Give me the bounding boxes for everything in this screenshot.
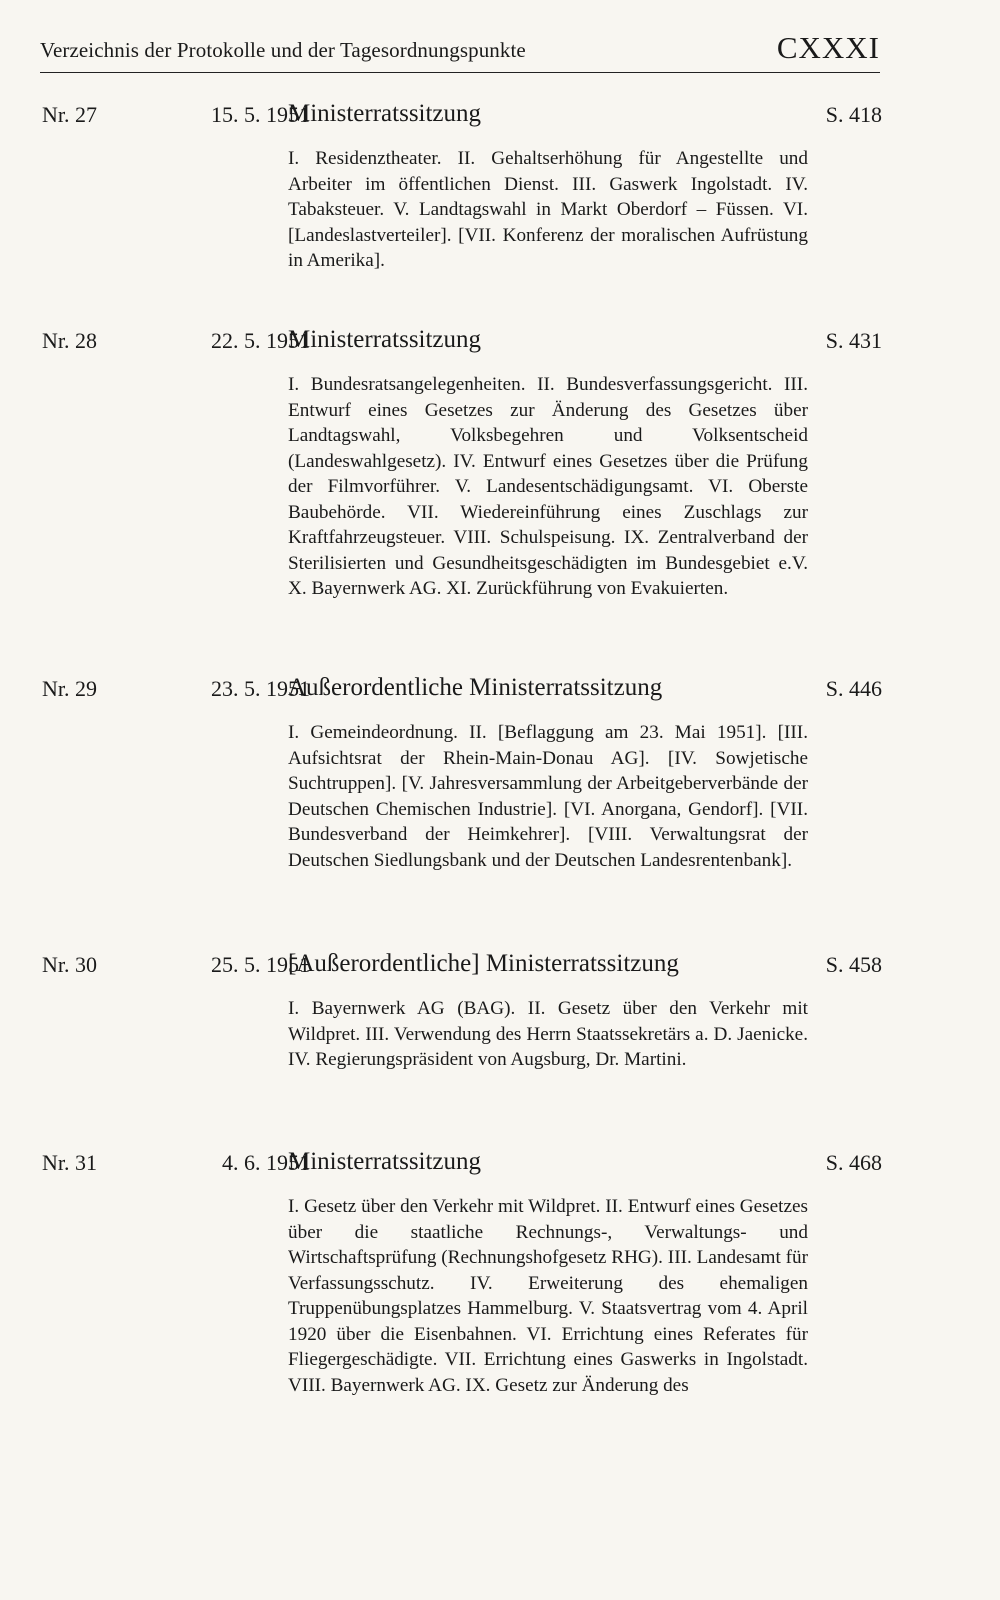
entry-agenda-items: I. Gemeindeordnung. II. [Beflaggung am 23. Mai 1951]. [III. Aufsichtsrat der Rhein-Main-Donau AG]. [IV. Sowjetische Suchtruppen]. [V. Jahresversammlung der Arbeitgeberverbände der Deutschen Chemischen Industrie]. [VI. Anorgana, Gendorf]. [VII. Bundesverband der Heimkehrer]. [VIII. Verwaltungsrat der Deutschen Siedlungsbank und der Deutschen Landesrentenbank].	[288, 722, 808, 871]
entry-heading-row	[42, 950, 882, 984]
protocol-entry	[42, 674, 882, 873]
entry-number: Nr. 30	[42, 952, 97, 977]
entry-number: Nr. 31	[42, 1150, 97, 1175]
entry-date: 23. 5. 1951	[211, 676, 310, 701]
protocol-entry	[42, 950, 882, 1073]
running-header-title: Verzeichnis der Protokolle und der Tagesordnungspunkte	[40, 38, 526, 62]
entry-page-ref: S. 446	[825, 676, 882, 701]
entry-heading-row	[42, 100, 882, 134]
page-number-roman: CXXXI	[776, 30, 880, 65]
entry-date: 22. 5. 1951	[211, 328, 310, 353]
entry-date: 25. 5. 1951	[211, 952, 310, 977]
entry-title: Ministerratssitzung	[288, 326, 482, 353]
entry-page-ref: S. 431	[825, 328, 882, 353]
entry-date: 4. 6. 1951	[222, 1150, 310, 1175]
entry-agenda-items: I. Gesetz über den Verkehr mit Wildpret. II. Entwurf eines Gesetzes über die staatliche Rechnungs-, Verwaltungs- und Wirtschaftsprüfung (Rechnungshofgesetz RHG). III. Landesamt für Verfassungsschutz. IV. Erweiterung des ehemaligen Truppenübungsplatzes Hammelburg. V. Staatsvertrag vom 4. April 1920 über die Eisenbahnen. VI. Errichtung eines Referates für Fliegergeschädigte. VII. Errichtung eines Gaswerks in Ingolstadt. VIII. Bayernwerk AG. IX. Gesetz zur Änderung des	[288, 1196, 808, 1396]
entry-title: Ministerratssitzung	[288, 100, 482, 127]
entry-number: Nr. 29	[42, 676, 97, 701]
protocol-entry	[42, 100, 882, 274]
entry-page-ref: S. 468	[825, 1150, 882, 1175]
entry-agenda-items: I. Bundesratsangelegenheiten. II. Bundesverfassungsgericht. III. Entwurf eines Gesetzes zur Änderung des Gesetzes über Landtagswahl, Volksbegehren und Volksentscheid (Landeswahlgesetz). IV. Entwurf eines Gesetzes über die Prüfung der Filmvorführer. V. Landesentschädigungsamt. VI. Oberste Baubehörde. VII. Wiedereinführung eines Zuschlags zur Kraftfahrzeugsteuer. VIII. Schulspeisung. IX. Zentralverband der Sterilisierten und Gesundheitsgeschädigten im Bundesgebiet e.V. X. Bayernwerk AG. XI. Zurückführung von Evakuierten.	[288, 374, 808, 599]
entry-number: Nr. 27	[42, 102, 97, 127]
entry-title: Außerordentliche Ministerratssitzung	[288, 674, 663, 701]
protocol-entry	[42, 326, 882, 602]
entry-heading-row	[42, 674, 882, 708]
entry-agenda-items: I. Bayernwerk AG (BAG). II. Gesetz über den Verkehr mit Wildpret. III. Verwendung des Herrn Staatssekretärs a. D. Jaenicke. IV. Regierungspräsident von Augsburg, Dr. Martini.	[288, 998, 808, 1070]
entry-heading-row	[42, 1148, 882, 1182]
entry-page-ref: S. 418	[825, 102, 882, 127]
entry-title: [Außerordentliche] Ministerratssitzung	[288, 950, 679, 977]
entry-title: Ministerratssitzung	[288, 1148, 482, 1175]
protocol-entry	[42, 1148, 882, 1398]
running-header	[40, 30, 880, 73]
entry-number: Nr. 28	[42, 328, 97, 353]
entry-heading-row	[42, 326, 882, 360]
entry-date: 15. 5. 1951	[211, 102, 310, 127]
entry-page-ref: S. 458	[825, 952, 882, 977]
entry-agenda-items: I. Residenztheater. II. Gehaltserhöhung für Angestellte und Arbeiter im öffentlichen Dienst. III. Gaswerk Ingolstadt. IV. Tabaksteuer. V. Landtagswahl in Markt Oberdorf – Füssen. VI. [Landeslastverteiler]. [VII. Konferenz der moralischen Aufrüstung in Amerika].	[288, 148, 808, 271]
